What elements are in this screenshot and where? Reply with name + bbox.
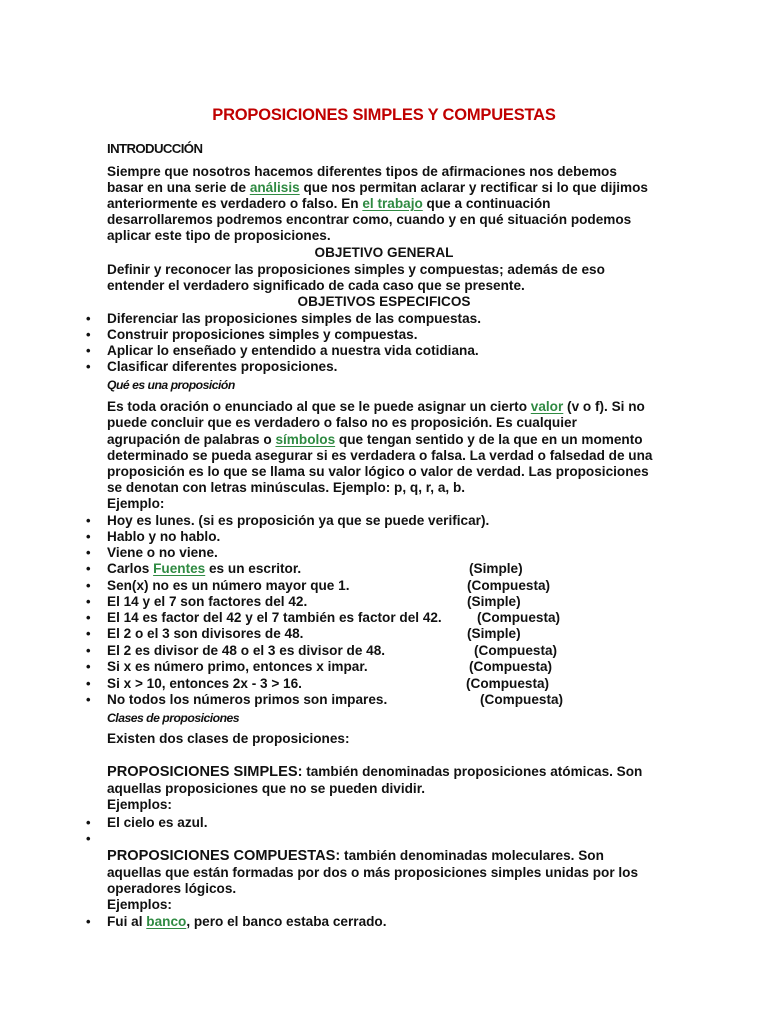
example-item — [107, 561, 301, 577]
compuestas-line-3: operadores lógicos. — [107, 881, 237, 896]
que-es-line-1 — [107, 399, 645, 415]
bullet-marker: • — [86, 513, 91, 528]
example-tag: (Compuesta) — [466, 676, 550, 691]
ejemplo-label: Ejemplo: — [107, 496, 165, 511]
intro-line-2 — [107, 180, 648, 196]
bullet-marker: • — [86, 529, 91, 544]
bullet-marker: • — [86, 626, 91, 641]
simples-line-1 — [107, 764, 642, 780]
que-es-line-6: se denotan con letras minúsculas. Ejemplo: p, q, r, a, b. — [107, 480, 466, 495]
simples-label: PROPOSICIONES SIMPLES: — [107, 764, 303, 780]
example-item: Viene o no viene. — [107, 545, 218, 560]
intro-heading: INTRODUCCIÓN — [107, 141, 203, 156]
example-tag: (Simple) — [467, 594, 521, 609]
link-valor[interactable]: valor — [530, 399, 564, 414]
que-es-line-5: proposición es lo que se llama su valor lógico o valor de verdad. Las proposiciones — [107, 464, 649, 479]
body-text: Es toda oración o enunciado al que se le puede asignar un cierto — [107, 399, 531, 414]
que-es-line-4: determinado se pueda asegurar si es verdadera o falsa. La verdad o falsedad de una — [107, 448, 653, 463]
example-item: No todos los números primos son impares. — [107, 692, 388, 707]
example-item: El 2 es divisor de 48 o el 3 es divisor de 48. — [107, 643, 386, 658]
example-item: El 2 o el 3 son divisores de 48. — [107, 626, 304, 641]
bullet-marker: • — [86, 831, 91, 846]
compound-example-item — [107, 914, 387, 930]
bullet-marker: • — [86, 676, 91, 691]
body-text: agrupación de palabras o — [107, 432, 276, 447]
bullet-marker: • — [86, 343, 91, 358]
bullet-marker: • — [86, 610, 91, 625]
clases-intro: Existen dos clases de proposiciones: — [107, 731, 350, 746]
intro-line-4: desarrollaremos podremos encontrar como, cuando y en qué situación podemos — [107, 212, 632, 227]
example-item: Si x > 10, entonces 2x - 3 > 16. — [107, 676, 302, 691]
example-tag: (Simple) — [469, 561, 523, 576]
intro-line-5: aplicar este tipo de proposiciones. — [107, 228, 331, 243]
bullet-marker: • — [86, 643, 91, 658]
body-text: que tengan sentido y de la que en un momento — [335, 432, 643, 447]
list-item: Clasificar diferentes proposiciones. — [107, 359, 338, 374]
compuestas-line-1 — [107, 848, 604, 864]
intro-text: que nos permitan aclarar y rectificar si lo que dijimos — [299, 180, 648, 195]
list-item: Aplicar lo enseñado y entendido a nuestra vida cotidiana. — [107, 343, 479, 358]
example-tag: (Compuesta) — [480, 692, 564, 707]
simple-example-item: El cielo es azul. — [107, 815, 208, 830]
example-item: El 14 y el 7 son factores del 42. — [107, 594, 308, 609]
intro-line-3 — [107, 196, 550, 212]
que-es-line-2: puede concluir que es verdadero o falso no es proposición. Es cualquier — [107, 415, 577, 430]
intro-text: basar en una serie de — [107, 180, 250, 195]
compuestas-label: PROPOSICIONES COMPUESTAS: — [107, 848, 341, 864]
simples-line-2: aquellas proposiciones que no se pueden dividir. — [107, 781, 426, 796]
example-item: Hoy es lunes. (si es proposición ya que se puede verificar). — [107, 513, 490, 528]
example-tag: (Compuesta) — [477, 610, 561, 625]
example-item: Si x es número primo, entonces x impar. — [107, 659, 368, 674]
bullet-marker: • — [86, 594, 91, 609]
compuestas-line-2: aquellas que están formadas por dos o más proposiciones simples unidas por los — [107, 865, 639, 880]
bullet-marker: • — [86, 659, 91, 674]
objetivo-general-line-1: Definir y reconocer las proposiciones simples y compuestas; además de eso — [107, 262, 605, 277]
objetivo-general-heading: OBJETIVO GENERAL — [314, 245, 454, 260]
body-text: también denominadas proposiciones atómicas. Son — [302, 764, 643, 779]
intro-text: anteriormente es verdadero o falso. En — [107, 196, 363, 211]
link-analisis[interactable]: análisis — [249, 180, 300, 195]
example-tag: (Simple) — [467, 626, 521, 641]
que-es-heading: Qué es una proposición — [107, 378, 235, 392]
example-tag: (Compuesta) — [474, 643, 558, 658]
body-text: , pero el banco estaba cerrado. — [186, 914, 387, 929]
bullet-marker: • — [86, 545, 91, 560]
bullet-marker: • — [86, 692, 91, 707]
list-item: Diferenciar las proposiciones simples de las compuestas. — [107, 311, 481, 326]
link-el-trabajo[interactable]: el trabajo — [362, 196, 423, 211]
link-banco[interactable]: banco — [146, 914, 187, 929]
bullet-marker: • — [86, 359, 91, 374]
body-text: Carlos — [107, 561, 154, 576]
bullet-marker: • — [86, 327, 91, 342]
bullet-marker: • — [86, 561, 91, 576]
bullet-marker: • — [86, 578, 91, 593]
bullet-marker: • — [86, 914, 91, 929]
bullet-marker: • — [86, 311, 91, 326]
list-item: Construir proposiciones simples y compuestas. — [107, 327, 418, 342]
example-item: Hablo y no hablo. — [107, 529, 221, 544]
example-tag: (Compuesta) — [469, 659, 553, 674]
link-fuentes[interactable]: Fuentes — [153, 561, 206, 576]
bullet-marker: • — [86, 815, 91, 830]
intro-line-1: Siempre que nosotros hacemos diferentes tipos de afirmaciones nos debemos — [107, 164, 617, 179]
example-tag: (Compuesta) — [467, 578, 551, 593]
ejemplos-label-2: Ejemplos: — [107, 897, 172, 912]
example-item: Sen(x) no es un número mayor que 1. — [107, 578, 350, 593]
clases-heading: Clases de proposiciones — [107, 711, 240, 725]
objetivo-general-line-2: entender el verdadero significado de cada caso que se presente. — [107, 278, 525, 293]
que-es-line-3 — [107, 432, 643, 448]
link-simbolos[interactable]: símbolos — [275, 432, 336, 447]
intro-text: que a continuación — [422, 196, 551, 211]
ejemplos-label: Ejemplos: — [107, 797, 172, 812]
body-text: (v o f). Si no — [563, 399, 645, 414]
example-item: El 14 es factor del 42 y el 7 también es factor del 42. — [107, 610, 442, 625]
page-title: PROPOSICIONES SIMPLES Y COMPUESTAS — [212, 106, 556, 124]
body-text: también denominadas moleculares. Son — [340, 848, 604, 863]
body-text: Fui al — [107, 914, 147, 929]
objetivos-especificos-heading: OBJETIVOS ESPECIFICOS — [297, 294, 471, 309]
body-text: es un escritor. — [205, 561, 302, 576]
